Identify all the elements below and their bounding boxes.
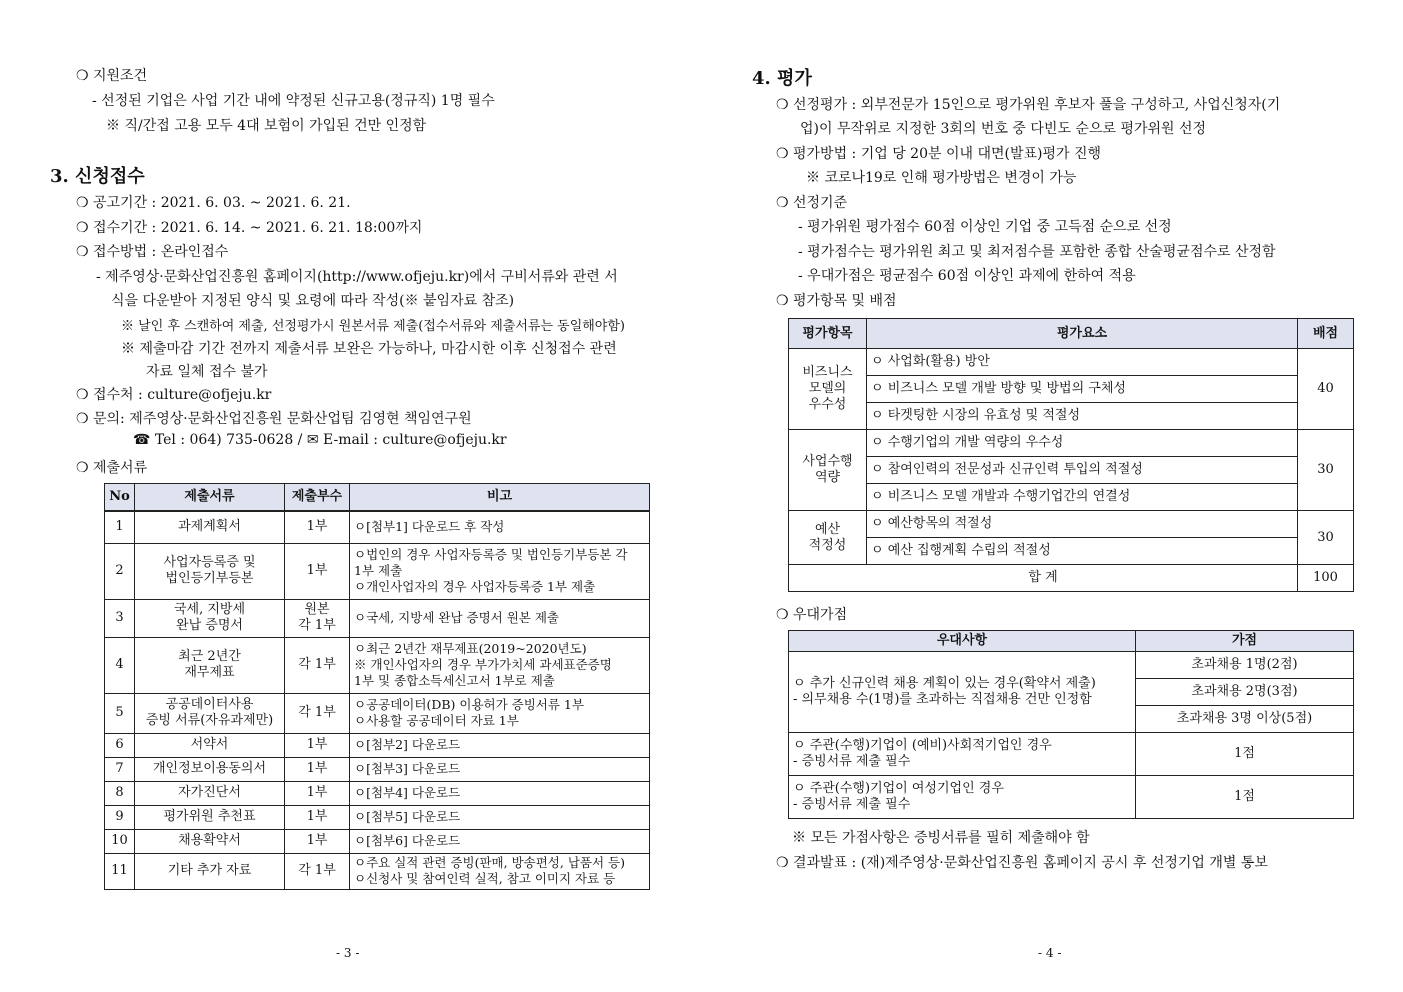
table-row xyxy=(789,376,1354,403)
table-row xyxy=(105,637,650,693)
row-qty: 원본 각 1부 xyxy=(285,599,350,637)
row-qty: 1부 xyxy=(285,543,350,599)
row-note: ㅇ[첨부4] 다운로드 xyxy=(350,781,650,805)
female-desc: ㅇ 주관(수행)기업이 여성기업인 경우 - 증빙서류 제출 필수 xyxy=(789,776,1136,819)
eval-method-note: ※ 코로나19로 인해 평가방법은 변경이 가능 xyxy=(806,170,1077,186)
row-doc: 국세, 지방세 완납 증명서 xyxy=(135,599,285,637)
row-doc: 과제계획서 xyxy=(135,511,285,543)
hire-points-3: 초과채용 3명 이상(5점) xyxy=(1136,706,1354,733)
row-note: ㅇ공공데이터(DB) 이용허가 증빙서류 1부 ㅇ사용할 공공데이터 자료 1부 xyxy=(350,693,650,733)
row-note: ㅇ법인의 경우 사업자등록증 및 법인등기부등본 각 1부 제출 ㅇ개인사업자의 경우 사업자등록증 1부 제출 xyxy=(350,543,650,599)
bonus-heading: ❍ 우대가점 xyxy=(776,607,848,623)
row-note: ㅇ[첨부2] 다운로드 xyxy=(350,733,650,757)
table-row xyxy=(789,484,1354,511)
table-row xyxy=(789,538,1354,565)
row-no: 10 xyxy=(105,829,135,853)
row-doc: 채용확약서 xyxy=(135,829,285,853)
submission-docs-heading: ❍ 제출서류 xyxy=(76,460,148,476)
row-note: ㅇ주요 실적 관련 증빙(판매, 방송편성, 납품서 등) ㅇ신청사 및 참여인력 실적, 참고 이미지 자료 등 xyxy=(350,853,650,889)
table-row xyxy=(105,853,650,889)
row-no: 3 xyxy=(105,599,135,637)
row-doc: 서약서 xyxy=(135,733,285,757)
row-doc: 최근 2년간 재무제표 xyxy=(135,637,285,693)
row-doc: 개인정보이용동의서 xyxy=(135,757,285,781)
table-row xyxy=(105,805,650,829)
row-note: ㅇ[첨부1] 다운로드 후 작성 xyxy=(350,511,650,543)
hire-points-1: 초과채용 1명(2점) xyxy=(1136,652,1354,679)
criteria-2: - 평가점수는 평가위원 최고 및 최저점수를 포함한 종합 산술평균점수로 산정함 xyxy=(798,244,1276,260)
female-points: 1점 xyxy=(1136,776,1354,819)
eval-item: 비즈니스 모델의 우수성 xyxy=(789,349,867,430)
row-qty: 각 1부 xyxy=(285,637,350,693)
eval-element: ㅇ 예산항목의 적절성 xyxy=(867,511,1298,538)
eval-element: ㅇ 예산 집행계획 수립의 적절성 xyxy=(867,538,1298,565)
row-doc: 기타 추가 자료 xyxy=(135,853,285,889)
row-qty: 각 1부 xyxy=(285,853,350,889)
eval-item: 사업수행 역량 xyxy=(789,430,867,511)
table-row xyxy=(105,693,650,733)
result-announcement: ❍ 결과발표 : (재)제주영상·문화산업진흥원 홈페이지 공시 후 선정기업 개별 통보 xyxy=(776,855,1268,871)
total-label: 합 계 xyxy=(789,565,1298,592)
bonus-note: ※ 모든 가점사항은 증빙서류를 필히 제출해야 함 xyxy=(792,830,1090,846)
row-no: 9 xyxy=(105,805,135,829)
table-row xyxy=(105,511,650,543)
criteria-1: - 평가위원 평가점수 60점 이상인 기업 중 고득점 순으로 선정 xyxy=(798,219,1172,235)
bonus-table xyxy=(788,630,1354,819)
eval-element: ㅇ 사업화(활용) 방안 xyxy=(867,349,1298,376)
section-4-heading: 4. 평가 xyxy=(752,68,812,89)
col-no: No xyxy=(105,484,135,512)
page-number-right: - 4 - xyxy=(1038,946,1062,960)
table-row xyxy=(105,781,650,805)
row-note: ㅇ[첨부5] 다운로드 xyxy=(350,805,650,829)
selection-criteria-heading: ❍ 선정기준 xyxy=(776,195,848,211)
row-doc: 평가위원 추천표 xyxy=(135,805,285,829)
col-bonus-item: 우대사항 xyxy=(789,631,1136,652)
row-no: 8 xyxy=(105,781,135,805)
table-row xyxy=(105,757,650,781)
criteria-3: - 우대가점은 평균점수 60점 이상인 과제에 한하여 적용 xyxy=(798,268,1136,284)
row-qty: 1부 xyxy=(285,829,350,853)
table-row xyxy=(105,829,650,853)
social-desc: ㅇ 주관(수행)기업이 (예비)사회적기업인 경우 - 증빙서류 제출 필수 xyxy=(789,733,1136,776)
table-row xyxy=(789,511,1354,538)
eval-items-heading: ❍ 평가항목 및 배점 xyxy=(776,293,897,309)
row-qty: 각 1부 xyxy=(285,693,350,733)
col-eval-score: 배점 xyxy=(1298,319,1354,349)
row-qty: 1부 xyxy=(285,757,350,781)
receipt-period: ❍ 접수기간 : 2021. 6. 14. ~ 2021. 6. 21. 18:00까지 xyxy=(76,220,423,236)
row-note: ㅇ[첨부3] 다운로드 xyxy=(350,757,650,781)
receipt-email: ❍ 접수처 : culture@ofjeju.kr xyxy=(76,387,272,403)
table-row xyxy=(105,599,650,637)
col-doc: 제출서류 xyxy=(135,484,285,512)
table-row xyxy=(789,403,1354,430)
support-condition-heading: ❍ 지원조건 xyxy=(76,68,148,84)
row-no: 6 xyxy=(105,733,135,757)
row-note: ㅇ최근 2년간 재무제표(2019~2020년도) ※ 개인사업자의 경우 부가가치세 과세표준증명 1부 및 종합소득세신고서 1부로 제출 xyxy=(350,637,650,693)
table-row xyxy=(789,457,1354,484)
row-qty: 1부 xyxy=(285,781,350,805)
support-condition-note: ※ 직/간접 고용 모두 4대 보험이 가입된 건만 인정함 xyxy=(106,118,427,134)
table-row xyxy=(789,349,1354,376)
eval-score: 30 xyxy=(1298,511,1354,565)
table-row xyxy=(789,430,1354,457)
row-no: 1 xyxy=(105,511,135,543)
row-doc: 사업자등록증 및 법인등기부등본 xyxy=(135,543,285,599)
row-note: ㅇ[첨부6] 다운로드 xyxy=(350,829,650,853)
row-no: 5 xyxy=(105,693,135,733)
eval-score: 40 xyxy=(1298,349,1354,430)
row-no: 2 xyxy=(105,543,135,599)
row-doc: 공공데이터사용 증빙 서류(자유과제만) xyxy=(135,693,285,733)
page-number-left: - 3 - xyxy=(336,946,360,960)
inquiry: ❍ 문의: 제주영상·문화산업진흥원 문화산업팀 김영현 책임연구원 xyxy=(76,411,472,427)
contact-line: ☎ Tel : 064) 735-0628 / ✉ E-mail : culture@ofjeju.kr xyxy=(133,432,507,448)
receipt-method-detail-2: 식을 다운받아 지정된 양식 및 요령에 따라 작성(※ 붙임자료 참조) xyxy=(111,293,515,309)
eval-method: ❍ 평가방법 : 기업 당 20분 이내 대면(발표)평가 진행 xyxy=(776,146,1102,162)
hire-points-2: 초과채용 2명(3점) xyxy=(1136,679,1354,706)
eval-selection: ❍ 선정평가 : 외부전문가 15인으로 평가위원 후보자 풀을 구성하고, 사업신청자(기 xyxy=(776,97,1281,113)
col-eval-item: 평가항목 xyxy=(789,319,867,349)
hire-desc: ㅇ 추가 신규인력 채용 계획이 있는 경우(확약서 제출) - 의무채용 수(1명)를 초과하는 직접채용 건만 인정함 xyxy=(789,652,1136,733)
eval-element: ㅇ 비즈니스 모델 개발 방향 및 방법의 구체성 xyxy=(867,376,1298,403)
row-qty: 1부 xyxy=(285,511,350,543)
row-no: 7 xyxy=(105,757,135,781)
eval-item: 예산 적정성 xyxy=(789,511,867,565)
eval-element: ㅇ 수행기업의 개발 역량의 우수성 xyxy=(867,430,1298,457)
col-bonus-points: 가점 xyxy=(1136,631,1354,652)
eval-element: ㅇ 참여인력의 전문성과 신규인력 투입의 적절성 xyxy=(867,457,1298,484)
eval-element: ㅇ 비즈니스 모델 개발과 수행기업간의 연결성 xyxy=(867,484,1298,511)
section-3-heading: 3. 신청접수 xyxy=(50,166,145,187)
col-qty: 제출부수 xyxy=(285,484,350,512)
col-eval-element: 평가요소 xyxy=(867,319,1298,349)
row-qty: 1부 xyxy=(285,733,350,757)
col-note: 비고 xyxy=(350,484,650,512)
receipt-method-detail-1: - 제주영상·문화산업진흥원 홈페이지(http://www.ofjeju.kr)에서 구비서류와 관련 서 xyxy=(96,269,618,285)
row-doc: 자가진단서 xyxy=(135,781,285,805)
receipt-method: ❍ 접수방법 : 온라인접수 xyxy=(76,244,229,260)
table-row xyxy=(105,733,650,757)
eval-score: 30 xyxy=(1298,430,1354,511)
receipt-note-1: ※ 날인 후 스캔하여 제출, 선정평가시 원본서류 제출(접수서류와 제출서류는 동일해야함) xyxy=(121,319,625,334)
social-points: 1점 xyxy=(1136,733,1354,776)
eval-selection-cont: 업)이 무작위로 지정한 3회의 번호 중 다빈도 순으로 평가위원 선정 xyxy=(800,121,1207,137)
submission-docs-table xyxy=(104,483,650,890)
row-qty: 1부 xyxy=(285,805,350,829)
support-condition-text: - 선정된 기업은 사업 기간 내에 약정된 신규고용(정규직) 1명 필수 xyxy=(92,93,495,109)
row-no: 11 xyxy=(105,853,135,889)
row-no: 4 xyxy=(105,637,135,693)
table-row xyxy=(105,543,650,599)
eval-table xyxy=(788,318,1354,592)
receipt-note-2: ※ 제출마감 기간 전까지 제출서류 보완은 가능하나, 마감시한 이후 신청접수 관련 xyxy=(121,341,617,357)
notice-period: ❍ 공고기간 : 2021. 6. 03. ~ 2021. 6. 21. xyxy=(76,195,351,211)
total-score: 100 xyxy=(1298,565,1354,592)
row-note: ㅇ국세, 지방세 완납 증명서 원본 제출 xyxy=(350,599,650,637)
eval-element: ㅇ 타겟팅한 시장의 유효성 및 적절성 xyxy=(867,403,1298,430)
receipt-note-3: 자료 일체 접수 불가 xyxy=(146,364,268,380)
